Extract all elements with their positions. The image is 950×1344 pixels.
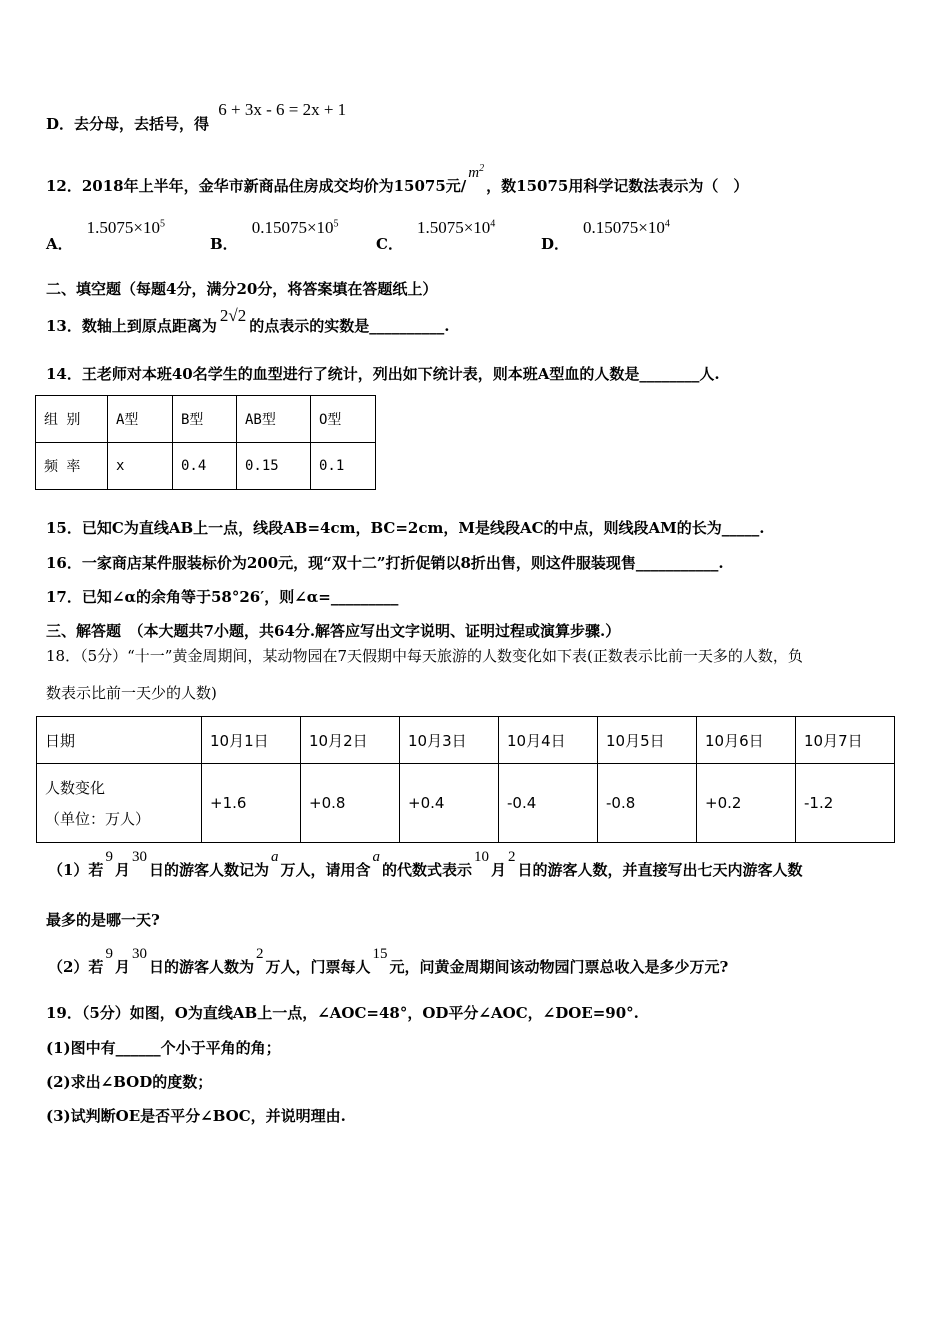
table-cell: 频 率 — [36, 443, 108, 490]
table-cell: 人数变化 （单位：万人） — [37, 764, 202, 843]
q12-option-a — [46, 218, 165, 254]
q18-part-1: （1）若9月30日的游客人数记为a万人，请用含a的代数式表示10月2日的游客人数，并直接写出七天内游客人数 — [48, 849, 803, 879]
q16-stem: 16．一家商店某件服装标价为200元，现“双十二”打折促销以8折出售，则这件服装现售___________. — [46, 554, 724, 572]
table-cell: 组 别 — [36, 396, 108, 443]
visitor-table-header-row — [37, 717, 895, 764]
table-cell: 10月1日 — [202, 717, 301, 764]
q12-option-b — [210, 218, 339, 254]
blood-type-header-row — [36, 396, 376, 443]
table-cell: 10月5日 — [598, 717, 697, 764]
q12-option-c-expression: $1.5075\times 10^4$ — [416, 218, 496, 237]
q13-stem — [46, 306, 450, 336]
visitor-table-value-row — [37, 764, 895, 843]
q12-option-d-expression: $0.15075\times 10^4$ — [583, 218, 670, 237]
table-cell: B型 — [173, 396, 237, 443]
table-cell: 10月6日 — [697, 717, 796, 764]
q12-option-c-label: C． — [376, 235, 403, 253]
table-cell: AB型 — [237, 396, 311, 443]
blood-type-frequency-row — [36, 443, 376, 490]
table-cell: +0.8 — [301, 764, 400, 843]
table-cell: 10月3日 — [400, 717, 499, 764]
q15-stem: 15．已知C为直线AB上一点，线段AB=4cm，BC=2cm，M是线段AC的中点，则线段AM的长为_____. — [46, 519, 765, 537]
blood-type-table — [35, 395, 376, 490]
q18-intro-line-1: 18．（5分）“十一”黄金周期间，某动物园在7天假期中每天旅游的人数变化如下表(正数表示比前一天多的人数，负 — [46, 647, 803, 665]
q12-option-b-label: B． — [210, 235, 238, 253]
table-cell: O型 — [311, 396, 376, 443]
table-cell: 0.1 — [311, 443, 376, 490]
q19-sub-2: (2)求出∠BOD的度数； — [46, 1073, 213, 1091]
q12-option-a-expression: $1.5075\times 10^5$ — [86, 218, 165, 237]
q11-d-expression: 6 + 3x - 6 = 2x + 1 — [218, 100, 347, 119]
table-cell: +0.4 — [400, 764, 499, 843]
q12-option-c — [376, 218, 496, 254]
table-cell: 10月2日 — [301, 717, 400, 764]
q17-stem: 17．已知∠α的余角等于58°26′，则∠α=_________ — [46, 588, 399, 606]
table-cell: 0.15 — [237, 443, 311, 490]
table-cell: 日期 — [37, 717, 202, 764]
q18-part-2: （2）若9月30日的游客人数为2万人，门票每人15元，问黄金周期间该动物园门票总收入是多少万元? — [48, 946, 729, 976]
table-cell: 10月4日 — [499, 717, 598, 764]
table-cell: -0.8 — [598, 764, 697, 843]
q18-intro-line-2: 数表示比前一天少的人数) — [46, 684, 217, 702]
q11-option-d — [46, 100, 347, 134]
section-3-heading: 三、解答题 （本大题共7小题，共64分.解答应写出文字说明、证明过程或演算步骤.） — [46, 622, 621, 640]
q13-text-after: 的点表示的实数是__________. — [249, 317, 450, 335]
q13-text-before: 13．数轴上到原点距离为 — [46, 317, 217, 335]
q13-expression: 2√2 — [219, 306, 247, 325]
table-cell: -0.4 — [499, 764, 598, 843]
q12-option-d-label: D． — [541, 235, 570, 253]
q19-stem: 19．（5分）如图，O为直线AB上一点，∠AOC=48°，OD平分∠AOC，∠DOE=90°. — [46, 1004, 639, 1022]
table-cell: +0.2 — [697, 764, 796, 843]
visitor-change-table — [36, 716, 895, 843]
q12-unit: $m^2$ — [468, 163, 485, 181]
q12-text-before: 12．2018年上半年，金华市新商品住房成交均价为15075元/ — [46, 177, 467, 195]
table-cell: A型 — [108, 396, 173, 443]
q11-d-label: D．去分母，去括号，得 — [46, 115, 210, 133]
table-cell: 10月7日 — [796, 717, 895, 764]
table-cell: +1.6 — [202, 764, 301, 843]
q12-option-b-expression: $0.15075\times 10^5$ — [251, 218, 339, 237]
q19-sub-3: (3)试判断OE是否平分∠BOC，并说明理由. — [46, 1107, 346, 1125]
table-cell: 0.4 — [173, 443, 237, 490]
q18-part-1-continued: 最多的是哪一天? — [46, 911, 160, 929]
q19-sub-1: (1)图中有______个小于平角的角； — [46, 1039, 281, 1057]
q12-option-d — [541, 218, 670, 254]
q12-text-after: ，数15075用科学记数法表示为（ ） — [486, 177, 749, 195]
q12-stem — [46, 163, 749, 197]
table-cell: x — [108, 443, 173, 490]
section-2-heading: 二、填空题（每题4分，满分20分，将答案填在答题纸上） — [46, 280, 438, 298]
table-cell: -1.2 — [796, 764, 895, 843]
q14-stem: 14．王老师对本班40名学生的血型进行了统计，列出如下统计表，则本班A型血的人数是________人. — [46, 365, 720, 383]
q12-option-a-label: A． — [46, 235, 73, 253]
